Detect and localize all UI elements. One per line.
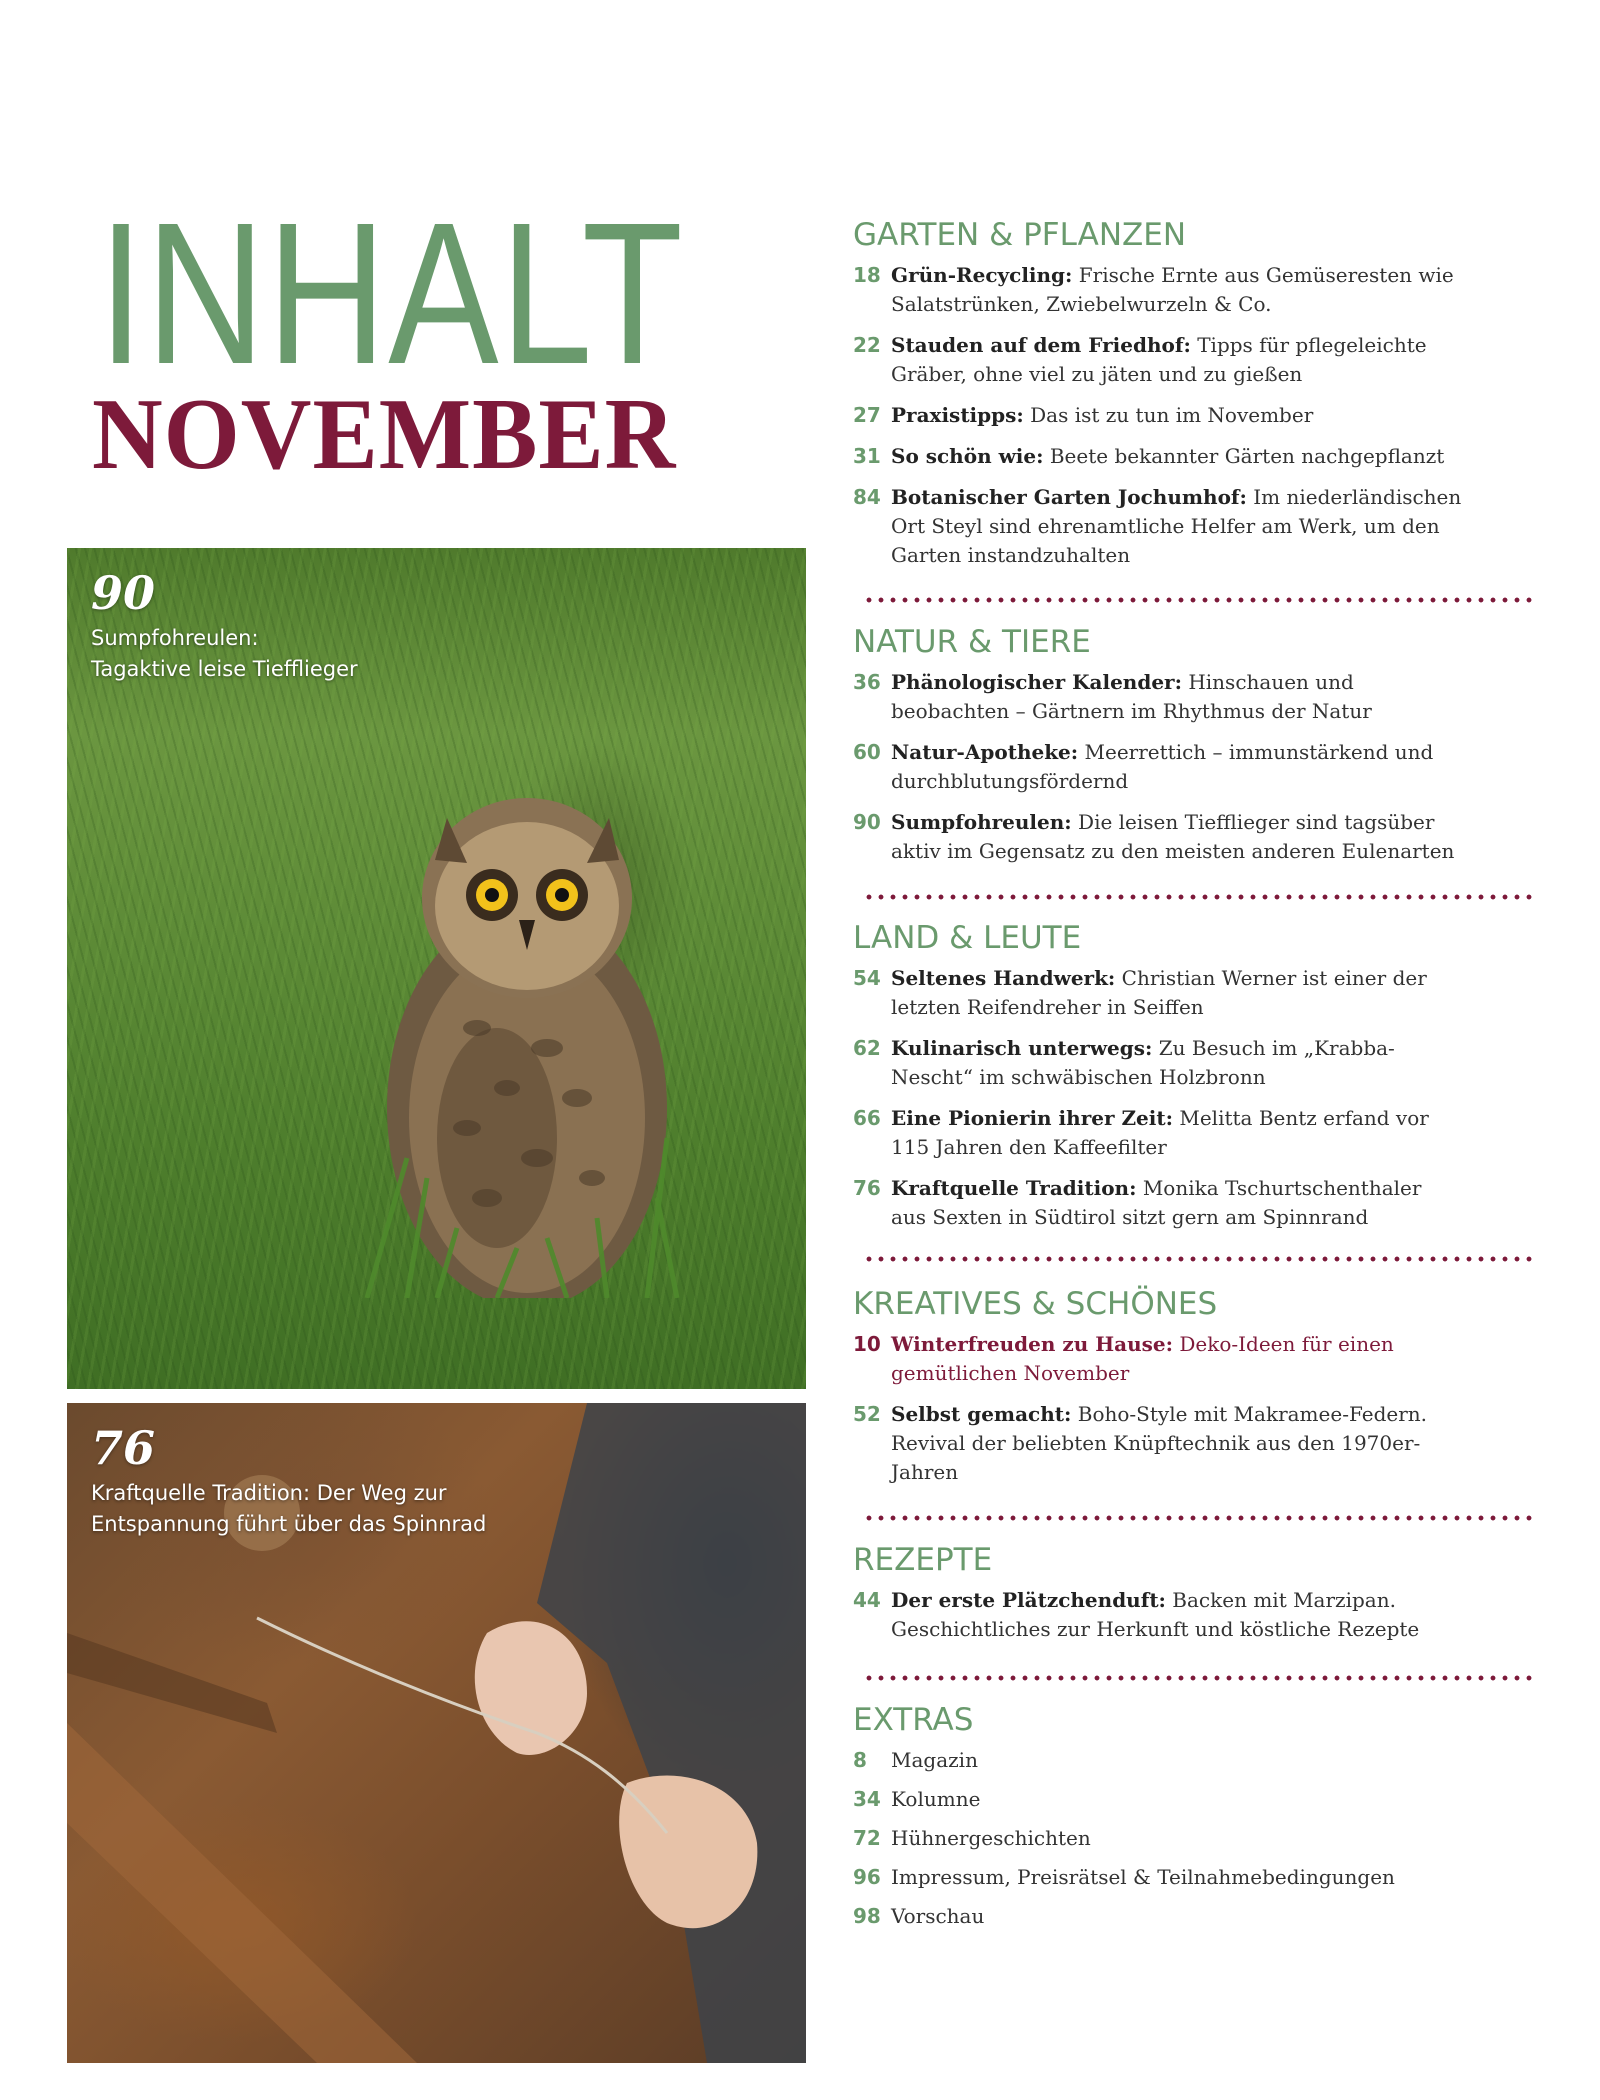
- toc-entry[interactable]: 66 Eine Pionierin ihrer Zeit: Melitta Bentz erfand vor 115 Jahren den Kaffeefilter: [853, 1106, 1429, 1159]
- page-number: 18: [853, 263, 881, 287]
- page-number: 44: [853, 1588, 881, 1612]
- page-number: 98: [853, 1904, 881, 1928]
- section-divider: [863, 597, 1535, 603]
- toc-entry[interactable]: 44 Der erste Plätzchenduft: Backen mit Marzipan. Geschichtliches zur Herkunft und köstliche Rezepte: [853, 1588, 1420, 1641]
- page-number: 76: [853, 1176, 881, 1200]
- issue-month: NOVEMBER: [92, 378, 677, 491]
- section-heading: LAND & LEUTE: [853, 920, 1082, 956]
- owl-photo[interactable]: [67, 548, 806, 1389]
- page-number: 27: [853, 403, 881, 427]
- photo-caption: Kraftquelle Tradition: Der Weg zur Entspannung führt über das Spinnrad: [91, 1481, 487, 1536]
- toc-entry[interactable]: 52 Selbst gemacht: Boho-Style mit Makramee-Federn. Revival der beliebten Knüpftechnik aus den 1970er- Jahren: [853, 1402, 1428, 1484]
- section-kreatives: [853, 1284, 1535, 1499]
- toc-entry[interactable]: 54 Seltenes Handwerk: Christian Werner ist einer der letzten Reifendreher in Seiffen: [853, 966, 1427, 1019]
- page-number: 8: [853, 1748, 867, 1772]
- photo-page-number: 76: [91, 1421, 156, 1475]
- owl-illustration: [347, 778, 707, 1298]
- page-number: 62: [853, 1036, 881, 1060]
- page-number: 60: [853, 740, 881, 764]
- toc-entry[interactable]: 31 So schön wie: Beete bekannter Gärten nachgepflanzt: [853, 442, 1535, 471]
- page-number: 52: [853, 1402, 881, 1426]
- toc-entry[interactable]: 36 Phänologischer Kalender: Hinschauen und beobachten – Gärtnern im Rhythmus der Natur: [853, 670, 1372, 723]
- page-number: 66: [853, 1106, 881, 1130]
- page-number: 34: [853, 1787, 881, 1811]
- photo-page-number: 90: [91, 566, 156, 620]
- section-land-leute: [853, 918, 1535, 1244]
- toc-entry[interactable]: 90 Sumpfohreulen: Die leisen Tiefflieger sind tagsüber aktiv im Gegensatz zu den meisten anderen Eulenarten: [853, 810, 1455, 863]
- page-number: 90: [853, 810, 881, 834]
- section-extras: [853, 1700, 1535, 1941]
- toc-entry[interactable]: 62 Kulinarisch unterwegs: Zu Besuch im „Krabba- Nescht“ im schwäbischen Holzbronn: [853, 1036, 1395, 1089]
- page-title: INHALT: [98, 180, 685, 406]
- section-garten-pflanzen: [853, 215, 1535, 582]
- photo-caption: Sumpfohreulen: Tagaktive leise Tiefflieger: [91, 626, 358, 681]
- toc-entry[interactable]: 60 Natur-Apotheke: Meerrettich – immunstärkend und durchblutungsfördernd: [853, 740, 1434, 793]
- toc-entry[interactable]: 98 Vorschau: [853, 1902, 1535, 1931]
- section-divider: [863, 1675, 1535, 1681]
- section-heading: GARTEN & PFLANZEN: [853, 217, 1187, 253]
- page-number: 84: [853, 485, 881, 509]
- page-number: 96: [853, 1865, 881, 1889]
- spinning-photo[interactable]: [67, 1403, 806, 2063]
- toc-entry[interactable]: 34 Kolumne: [853, 1785, 1535, 1814]
- section-heading: NATUR & TIERE: [853, 624, 1091, 660]
- page-number: 54: [853, 966, 881, 990]
- toc-entry-highlight[interactable]: 10 Winterfreuden zu Hause: Deko-Ideen für einen gemütlichen November: [853, 1332, 1394, 1385]
- toc-entry[interactable]: 22 Stauden auf dem Friedhof: Tipps für pflegeleichte Gräber, ohne viel zu jäten und zu gießen: [853, 333, 1427, 386]
- toc-entry[interactable]: 27 Praxistipps: Das ist zu tun im November: [853, 401, 1535, 430]
- toc-entry[interactable]: 8 Magazin: [853, 1746, 1535, 1775]
- toc-entry[interactable]: 84 Botanischer Garten Jochumhof: Im niederländischen Ort Steyl sind ehrenamtliche Helfer am Werk, um den Garten instandzuhalten: [853, 485, 1462, 567]
- section-heading: REZEPTE: [853, 1542, 993, 1578]
- page-number: 10: [853, 1332, 881, 1356]
- section-rezepte: [853, 1540, 1535, 1656]
- section-natur-tiere: [853, 622, 1535, 878]
- page-number: 31: [853, 444, 881, 468]
- section-heading: EXTRAS: [853, 1702, 974, 1738]
- toc-entry[interactable]: 96 Impressum, Preisrätsel & Teilnahmebedingungen: [853, 1863, 1535, 1892]
- toc-entry[interactable]: 72 Hühnergeschichten: [853, 1824, 1535, 1853]
- toc-entry[interactable]: 18 Grün-Recycling: Frische Ernte aus Gemüseresten wie Salatstrünken, Zwiebelwurzeln & Co.: [853, 263, 1454, 316]
- section-divider: [863, 1256, 1535, 1262]
- section-heading: KREATIVES & SCHÖNES: [853, 1286, 1218, 1322]
- page-number: 22: [853, 333, 881, 357]
- section-divider: [863, 1515, 1535, 1521]
- page-number: 36: [853, 670, 881, 694]
- section-divider: [863, 894, 1535, 900]
- toc-entry[interactable]: 76 Kraftquelle Tradition: Monika Tschurtschenthaler aus Sexten in Südtirol sitzt gern am Spinnrand: [853, 1176, 1422, 1229]
- page-number: 72: [853, 1826, 881, 1850]
